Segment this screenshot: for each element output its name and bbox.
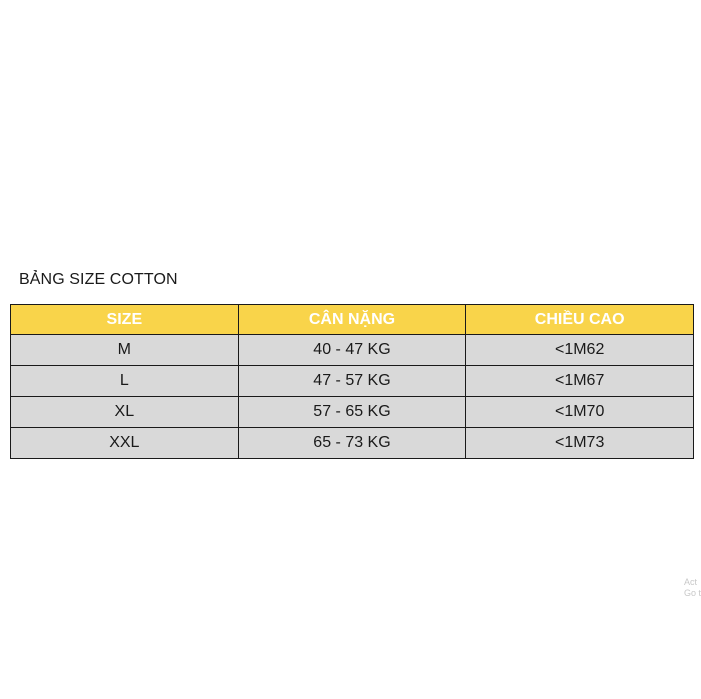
header-weight: CÂN NẶNG bbox=[238, 305, 466, 335]
cell-size: XL bbox=[11, 397, 239, 428]
header-row bbox=[11, 305, 694, 335]
header-height: CHIỀU CAO bbox=[466, 305, 694, 335]
watermark-line-2: Go t bbox=[684, 588, 701, 598]
cell-size: XXL bbox=[11, 428, 239, 459]
cell-height: <1M62 bbox=[466, 335, 694, 366]
table-row bbox=[11, 428, 694, 459]
table-row bbox=[11, 335, 694, 366]
table-body bbox=[11, 335, 694, 459]
table-row bbox=[11, 366, 694, 397]
table-title: BẢNG SIZE COTTON bbox=[19, 271, 178, 288]
cell-weight: 57 - 65 KG bbox=[238, 397, 466, 428]
cell-height: <1M67 bbox=[466, 366, 694, 397]
cell-size: M bbox=[11, 335, 239, 366]
table-row bbox=[11, 397, 694, 428]
cell-weight: 47 - 57 KG bbox=[238, 366, 466, 397]
activation-watermark bbox=[684, 577, 701, 599]
cell-height: <1M73 bbox=[466, 428, 694, 459]
cell-weight: 65 - 73 KG bbox=[238, 428, 466, 459]
cell-size: L bbox=[11, 366, 239, 397]
size-table bbox=[10, 304, 694, 459]
cell-weight: 40 - 47 KG bbox=[238, 335, 466, 366]
watermark-line-1: Act bbox=[684, 577, 698, 587]
cell-height: <1M70 bbox=[466, 397, 694, 428]
header-size: SIZE bbox=[11, 305, 239, 335]
table-header bbox=[11, 305, 694, 335]
